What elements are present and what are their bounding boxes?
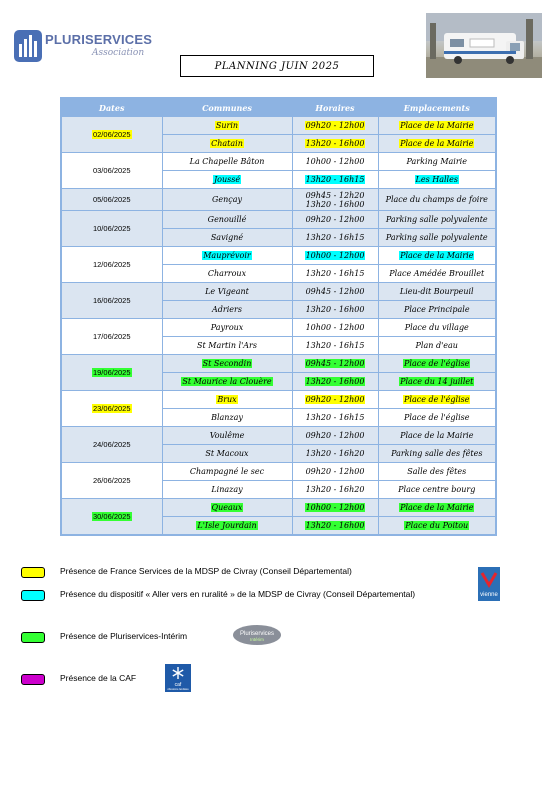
date-cell (61, 189, 162, 211)
commune-cell (162, 337, 292, 355)
hours-cell-text: 13h20 - 16h00 (305, 305, 365, 314)
caf-badge-label: caf (174, 682, 182, 688)
table-row (61, 247, 496, 265)
table-row (61, 153, 496, 171)
date-cell-text: 30/06/2025 (92, 511, 131, 521)
table-row (61, 189, 496, 211)
hours-cell-text: 09h20 - 12h00 (305, 215, 365, 224)
van-illustration (426, 13, 542, 78)
hours-cell-text: 13h20 - 16h15 (305, 269, 365, 278)
date-cell (61, 247, 162, 283)
place-cell-text: Place de la Mairie (400, 121, 474, 130)
hours-line: 09h45 - 12h20 (305, 190, 365, 200)
hours-cell-text: 09h20 - 12h00 (305, 395, 365, 404)
hours-cell-text: 09h45 - 12h00 (305, 287, 365, 296)
header-dates: Dates (61, 98, 162, 117)
place-cell-text: Place de la Mairie (400, 503, 474, 512)
legend-item (21, 673, 137, 685)
place-cell-text: Place Amédée Brouillet (389, 269, 485, 278)
planning-table (60, 97, 497, 536)
hours-cell-text: 10h00 - 12h00 (305, 251, 365, 260)
hours-cell (292, 189, 378, 211)
table-row (61, 319, 496, 337)
place-cell (378, 117, 496, 135)
date-cell (61, 463, 162, 499)
hours-cell (292, 391, 378, 409)
hours-cell (292, 319, 378, 337)
place-cell (378, 283, 496, 301)
hours-cell (292, 373, 378, 391)
caf-badge-sub: Allocations familiales (167, 689, 189, 691)
date-cell-text: 19/06/2025 (92, 368, 131, 377)
place-cell-text: Plan d'eau (415, 341, 458, 350)
hours-cell-text: 13h20 - 16h15 (305, 175, 365, 184)
caf-badge (165, 664, 191, 692)
place-cell (378, 373, 496, 391)
date-cell (61, 499, 162, 535)
legend-item (21, 631, 188, 643)
legend-item (21, 589, 416, 601)
date-cell-text: 03/06/2025 (92, 166, 131, 175)
hours-cell (292, 171, 378, 189)
place-cell-text: Place Principale (403, 305, 470, 314)
hours-cell-text: 13h20 - 16h00 (305, 520, 365, 530)
place-cell (378, 153, 496, 171)
date-cell-text: 10/06/2025 (92, 224, 131, 233)
table-row (61, 391, 496, 409)
place-cell (378, 355, 496, 373)
place-cell (378, 319, 496, 337)
commune-cell-text: Adriers (212, 305, 242, 314)
commune-cell (162, 171, 292, 189)
legend-swatch (21, 674, 45, 685)
legend-item (21, 566, 352, 578)
commune-cell (162, 153, 292, 171)
commune-cell (162, 319, 292, 337)
place-cell-text: Place du Poitou (405, 520, 469, 530)
commune-cell (162, 481, 292, 499)
hours-cell-text: 09h45 - 12h00 (305, 359, 365, 368)
commune-cell-text: Charroux (207, 269, 247, 278)
hours-cell-text: 13h20 - 16h15 (305, 233, 365, 242)
legend-swatch (21, 567, 45, 578)
hours-cell (292, 265, 378, 283)
legend-text: Présence de France Services de la MDSP de Civray (Conseil Départemental) (60, 566, 352, 576)
hours-cell-text: 13h20 - 16h15 (305, 413, 365, 422)
commune-cell (162, 211, 292, 229)
hours-cell (292, 153, 378, 171)
date-cell-text: 05/06/2025 (92, 195, 131, 204)
hours-cell-text: 13h20 - 16h00 (305, 377, 365, 386)
place-cell-text: Place du 14 juillet (400, 377, 474, 386)
date-cell-text: 02/06/2025 (92, 130, 131, 139)
hours-cell (292, 247, 378, 265)
hours-cell (292, 445, 378, 463)
date-cell-text: 26/06/2025 (92, 476, 131, 485)
date-cell (61, 211, 162, 247)
commune-cell (162, 463, 292, 481)
date-cell (61, 117, 162, 153)
place-cell-text: Place de l'église (404, 413, 470, 422)
header-emplacements: Emplacements (378, 98, 496, 117)
hours-cell (292, 283, 378, 301)
commune-cell-text: Queaux (211, 503, 243, 512)
commune-cell-text: Payroux (210, 323, 244, 332)
place-cell-text: Salle des fêtes (407, 467, 467, 476)
hours-cell-text: 13h20 - 16h20 (305, 485, 365, 494)
pluri-badge-label: Pluriservices (239, 631, 275, 637)
place-cell (378, 301, 496, 319)
hours-cell-text: 10h00 - 12h00 (305, 323, 365, 332)
commune-cell (162, 355, 292, 373)
header-communes: Communes (162, 98, 292, 117)
place-cell (378, 391, 496, 409)
commune-cell (162, 445, 292, 463)
place-cell-text: Place du champs de foire (385, 195, 488, 204)
commune-cell-text: Mauprévoir (203, 251, 251, 260)
commune-cell (162, 373, 292, 391)
commune-cell-text: Le Vigeant (205, 287, 249, 296)
legend-swatch (21, 590, 45, 601)
date-cell-text: 12/06/2025 (92, 260, 131, 269)
hours-cell (292, 499, 378, 517)
commune-cell (162, 409, 292, 427)
table-row (61, 117, 496, 135)
commune-cell (162, 301, 292, 319)
table-row (61, 463, 496, 481)
place-cell (378, 517, 496, 535)
commune-cell-text: Gençay (211, 195, 243, 204)
vienne-badge (478, 567, 500, 601)
date-cell-text: 23/06/2025 (92, 404, 131, 413)
commune-cell (162, 427, 292, 445)
table-row (61, 211, 496, 229)
commune-cell (162, 189, 292, 211)
place-cell (378, 427, 496, 445)
place-cell (378, 463, 496, 481)
date-cell (61, 283, 162, 319)
commune-cell (162, 265, 292, 283)
place-cell (378, 409, 496, 427)
hours-cell-text: 09h20 - 12h00 (305, 121, 365, 130)
date-cell-text: 17/06/2025 (92, 332, 131, 341)
hours-cell (292, 427, 378, 445)
place-cell (378, 229, 496, 247)
hours-cell (292, 211, 378, 229)
pluri-badge-sub: Intérim (250, 637, 264, 642)
commune-cell (162, 135, 292, 153)
place-cell-text: Parking salle polyvalente (385, 215, 488, 224)
hours-cell (292, 355, 378, 373)
commune-cell-text: Surin (215, 121, 239, 130)
legend-text: Présence de Pluriservices-Intérim (60, 631, 188, 641)
commune-cell-text: Brux (217, 395, 237, 404)
pluriservices-interim-badge (232, 624, 282, 646)
place-cell (378, 445, 496, 463)
place-cell-text: Place de l'église (404, 359, 470, 368)
logo-name: PLURISERVICES (45, 32, 153, 47)
place-cell (378, 247, 496, 265)
date-cell-text: 24/06/2025 (92, 440, 131, 449)
place-cell-text: Lieu-dit Bourpeuil (399, 287, 474, 296)
mobile-van-photo (426, 13, 542, 78)
hours-cell-text: 13h20 - 16h20 (305, 449, 365, 458)
place-cell (378, 499, 496, 517)
commune-cell-text: St Macoux (205, 449, 249, 458)
commune-cell-text: Chatain (211, 139, 243, 148)
hours-cell (292, 409, 378, 427)
hours-cell (292, 481, 378, 499)
date-cell (61, 427, 162, 463)
commune-cell-text: Genouillé (207, 215, 247, 224)
place-cell (378, 135, 496, 153)
commune-cell-text: Linazay (211, 485, 243, 494)
table-header-row (61, 98, 496, 117)
legend-text: Présence du dispositif « Aller vers en ruralité » de la MDSP de Civray (Conseil Départemental) (60, 589, 416, 599)
commune-cell (162, 117, 292, 135)
place-cell-text: Place centre bourg (398, 485, 476, 494)
hours-line: 13h20 - 16h00 (305, 199, 365, 209)
logo-tagline: Association (92, 48, 145, 58)
hours-cell (292, 337, 378, 355)
hours-cell-text: 10h00 - 12h00 (305, 503, 365, 512)
hours-cell-text: 13h20 - 16h15 (305, 341, 365, 350)
legend-text: Présence de la CAF (60, 673, 137, 683)
date-cell (61, 319, 162, 355)
hours-cell (292, 135, 378, 153)
date-cell (61, 153, 162, 189)
pluriservices-logo (14, 30, 153, 66)
table-row (61, 499, 496, 517)
place-cell (378, 337, 496, 355)
commune-cell-text: St Secondin (202, 359, 252, 368)
commune-cell (162, 247, 292, 265)
commune-cell-text: Joussé (213, 175, 241, 184)
legend-swatch (21, 632, 45, 643)
commune-cell-text: Savigné (210, 233, 244, 242)
header-horaires: Horaires (292, 98, 378, 117)
hours-cell (292, 301, 378, 319)
hours-cell (292, 517, 378, 535)
place-cell (378, 211, 496, 229)
commune-cell (162, 517, 292, 535)
date-cell-text: 16/06/2025 (92, 296, 131, 305)
place-cell (378, 171, 496, 189)
date-cell (61, 391, 162, 427)
place-cell-text: Parking salle polyvalente (385, 233, 488, 242)
page-title: PLANNING JUIN 2025 (180, 55, 374, 77)
planning-body (61, 117, 496, 535)
commune-cell-text: Voulême (209, 431, 245, 440)
commune-cell-text: St Maurice la Clouère (182, 377, 272, 386)
commune-cell (162, 229, 292, 247)
hours-cell (292, 229, 378, 247)
hours-cell-text: 09h20 - 12h00 (305, 431, 365, 440)
place-cell (378, 265, 496, 283)
hours-cell-text: 10h00 - 12h00 (305, 157, 365, 166)
pluriservices-logo-icon (14, 30, 42, 62)
place-cell-text: Place de la Mairie (400, 431, 474, 440)
commune-cell-text: Blanzay (211, 413, 243, 422)
commune-cell-text: Champagné le sec (189, 467, 265, 476)
commune-cell (162, 499, 292, 517)
place-cell-text: Parking Mairie (406, 157, 467, 166)
commune-cell (162, 391, 292, 409)
hours-cell (292, 117, 378, 135)
table-row (61, 283, 496, 301)
commune-cell-text: St Martin l'Ars (197, 341, 257, 350)
place-cell-text: Place de la Mairie (400, 251, 474, 260)
commune-cell-text: La Chapelle Bâton (189, 157, 265, 166)
hours-cell (292, 463, 378, 481)
place-cell (378, 481, 496, 499)
place-cell-text: Les Halles (415, 175, 458, 184)
table-row (61, 355, 496, 373)
table-row (61, 427, 496, 445)
place-cell (378, 189, 496, 211)
vienne-badge-label: vienne (480, 592, 498, 598)
commune-cell (162, 283, 292, 301)
hours-cell-text: 09h20 - 12h00 (305, 467, 365, 476)
place-cell-text: Place de la Mairie (400, 139, 474, 148)
hours-cell-text: 13h20 - 16h00 (305, 139, 365, 148)
date-cell (61, 355, 162, 391)
commune-cell-text: L'Isle Jourdain (197, 520, 257, 530)
place-cell-text: Parking salle des fêtes (391, 449, 483, 458)
place-cell-text: Place du village (404, 323, 469, 332)
place-cell-text: Place de l'église (404, 395, 470, 404)
